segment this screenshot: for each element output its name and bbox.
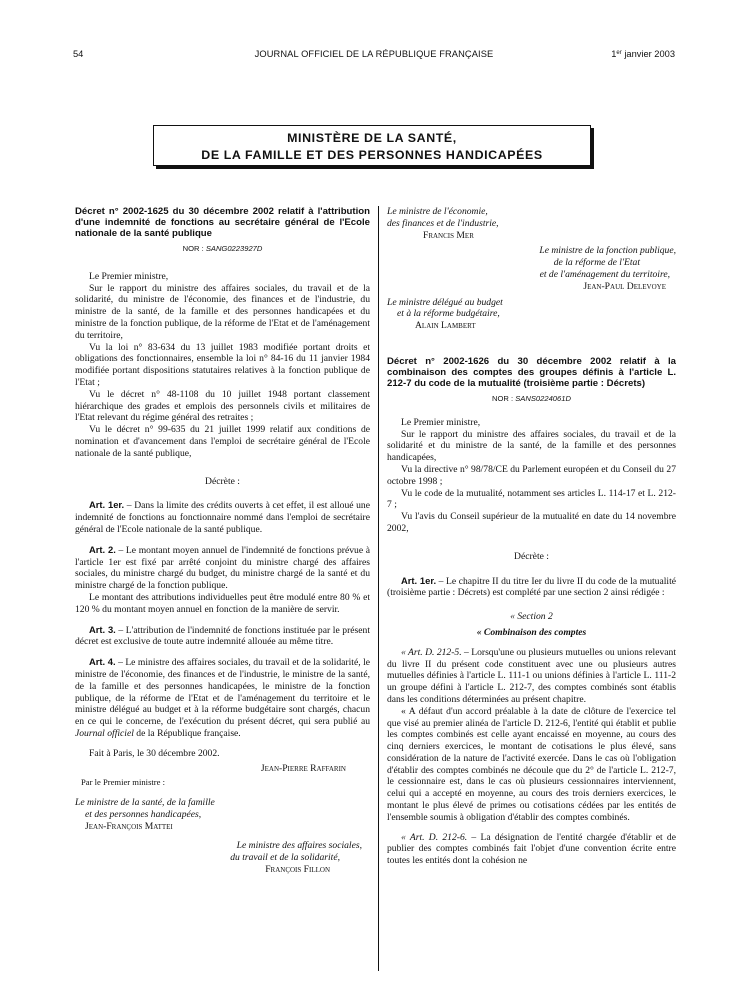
article-2: Art. 2. – Le montant moyen annuel de l'indemnité de fonctions prévue à l'article 1er est fixé par arrêté conjoint du ministre chargé des affaires sociales, du ministre chargé du budget, du ministre chargé de la santé et du ministre chargé de la fonction publique. bbox=[75, 543, 370, 592]
decree-title-1625: Décret n° 2002-1625 du 30 décembre 2002 relatif à l'attribution d'une indemnité de fonctions au secrétaire général de l'Ecole nationale de la santé publique bbox=[75, 206, 370, 239]
ministry-title-line2: DE LA FAMILLE ET DES PERSONNES HANDICAPÉES bbox=[201, 148, 543, 162]
article-1: Art. 1er. – Dans la limite des crédits ouverts à cet effet, il est alloué une indemnité de fonctions au fonctionnaire nommé dans l'emploi de secrétaire général de l'Ecole nationale de la santé publique. bbox=[75, 499, 370, 535]
minister-fp-line3: et de l'aménagement du territoire, bbox=[539, 268, 670, 280]
visa-conseil-superieur: Vu l'avis du Conseil supérieur de la mutualité en date du 14 novembre 2002, bbox=[387, 511, 676, 534]
decrete-label: Décrète : bbox=[205, 475, 240, 487]
right-column bbox=[387, 206, 676, 867]
article-3: Art. 3. – L'attribution de l'indemnité de fonctions instituée par le présent décret est exclusive de toute autre indemnité allouée au même titre. bbox=[75, 623, 370, 648]
ministry-title-box bbox=[153, 125, 591, 166]
page-number: 54 bbox=[73, 49, 84, 59]
signature-mer: Francis Mer bbox=[423, 229, 474, 241]
visa-loi-83-634: Vu la loi n° 83-634 du 13 juillet 1983 modifiée portant droits et obligations des fonctionnaires, ensemble la loi n° 84-16 du 11 janvier 1984 modifiée portant dispositions statutaires relatives à la fonction publique de l'Etat ; bbox=[75, 341, 370, 388]
place-date: Fait à Paris, le 30 décembre 2002. bbox=[89, 747, 220, 759]
article-1: Art. 1er. – Le chapitre II du titre Ier du livre II du code de la mutualité (troisième partie : Décrets) est complété par une section 2 ainsi rédigée : bbox=[387, 574, 676, 599]
signature-delevoye: Jean-Paul Delevoye bbox=[583, 280, 666, 292]
signature-mattei: Jean-François Mattei bbox=[85, 820, 173, 832]
article-d-212-5: « Art. D. 212-5. – Lorsqu'une ou plusieurs mutuelles ou unions relevant du livre II du présent code constituent avec une ou plusieurs autres mutuelles définies à l'article L. 111-1 ou unions définies à l'article L. 111-2 un groupe défini à l'article L. 212-7, des comptes combinés sont établis dans les conditions déterminées au présent chapitre. bbox=[387, 646, 676, 705]
article-4: Art. 4. – Le ministre des affaires sociales, du travail et de la solidarité, le ministre de l'économie, des finances et de l'industrie, le ministre de la santé, de la famille et des personnes handicapées, le ministre de la fonction publique, de la réforme de l'Etat et de l'aménagement du territoire et le ministre délégué au budget et à la réforme budgétaire sont chargés, chacun en ce qui le concerne, de l'exécution du présent décret, qui sera publié au Journal officiel de la République française. bbox=[75, 656, 370, 739]
section-title: « Combinaison des comptes bbox=[476, 626, 587, 638]
nor-reference: NOR : SANG0223927D bbox=[182, 244, 263, 253]
section-heading: « Section 2 bbox=[510, 611, 553, 623]
ministry-title-line1: MINISTÈRE DE LA SANTÉ, bbox=[287, 131, 457, 145]
minister-fp-line1: Le ministre de la fonction publique, bbox=[539, 245, 676, 257]
left-column bbox=[75, 206, 370, 876]
signature-lambert: Alain Lambert bbox=[415, 320, 476, 332]
article-2-para-2: Le montant des attributions individuelles peut être modulé entre 80 % et 120 % du montant moyen annuel en fonction de la manière de servir. bbox=[75, 591, 370, 615]
visa-decret-48-1108: Vu le décret n° 48-1108 du 10 juillet 1948 portant classement hiérarchique des grades et emplois des personnels civils et militaires de l'Etat relevant du régime général des retraites ; bbox=[75, 388, 370, 424]
minister-eco-line2: des finances et de l'industrie, bbox=[387, 217, 499, 229]
visa-code-mutualite: Vu le code de la mutualité, notamment ses articles L. 114-17 et L. 212-7 ; bbox=[387, 487, 676, 511]
minister-eco-line1: Le ministre de l'économie, bbox=[387, 206, 488, 217]
preamble-pm: Le Premier ministre, bbox=[401, 416, 481, 428]
signature-fillon: François Fillon bbox=[265, 864, 330, 876]
signature-raffarin: Jean-Pierre Raffarin bbox=[260, 763, 346, 775]
par-le-premier-ministre: Par le Premier ministre : bbox=[81, 777, 166, 788]
page-header bbox=[73, 49, 675, 63]
visa-decret-99-635: Vu le décret n° 99-635 du 21 juillet 1999 relatif aux conditions de nomination et d'avancement dans l'emploi de secrétaire général de l'Ecole nationale de la santé publique, bbox=[75, 424, 370, 459]
minister-fp-line2: de la réforme de l'Etat bbox=[553, 257, 640, 269]
minister-budget-line2: et à la réforme budgétaire, bbox=[397, 308, 500, 320]
preamble-rapport: Sur le rapport du ministre des affaires sociales, du travail et de la solidarité, du ministre de l'économie, des finances et de l'industrie, du ministre de la santé, de la famille et des personnes handicapées et du ministre de la fonction publique, de la réforme de l'Etat et de l'aménagement du territoire, bbox=[75, 282, 370, 341]
minister-sante-line1: Le ministre de la santé, de la famille bbox=[75, 797, 215, 809]
article-d-212-6: « Art. D. 212-6. – La désignation de l'entité chargée d'établir et de publier des comptes combinés fait l'objet d'une convention écrite entre toutes les entités dont la cohésion ne bbox=[387, 831, 676, 867]
issue-date: 1er janvier 2003 bbox=[611, 49, 675, 59]
visa-directive-98-78: Vu la directive n° 98/78/CE du Parlement européen et du Conseil du 27 octobre 1998 ; bbox=[387, 463, 676, 487]
decrete-label: Décrète : bbox=[514, 550, 549, 562]
nor-reference: NOR : SANS0224061D bbox=[492, 393, 571, 403]
minister-affaires-line1: Le ministre des affaires sociales, bbox=[236, 840, 362, 852]
article-d-212-5-para-2: « A défaut d'un accord préalable à la date de clôture de l'exercice tel que visé au premier alinéa de l'article D. 212-6, l'entité qui établit et publie les comptes combinés est celle ayant encaissé en moyenne, au cours des cinq derniers exercices, le montant de cotisations le plus élevé, sans considération de la nature de l'activité exercée. Dans le cas où l'obligation d'établir des comptes combinés ne découle que du 2° de l'article L. 212-7, le cessionnaire est, dans le cas où plusieurs cessionnaires interviennent, celui qui a accepté en moyenne, au cours des trois derniers exercices, le montant le plus élevé de primes ou cotisations cédées par les entités de l'ensemble soumis à obligation d'établir des comptes combinés. bbox=[387, 705, 676, 823]
minister-budget-line1: Le ministre délégué au budget bbox=[387, 296, 503, 308]
decree-title-1626: Décret n° 2002-1626 du 30 décembre 2002 relatif à la combinaison des comptes des groupes définis à l'article L. 212-7 du code de la mutualité (troisième partie : Décrets) bbox=[387, 355, 676, 389]
minister-sante-line2: et des personnes handicapées, bbox=[85, 808, 202, 820]
column-divider bbox=[378, 206, 379, 971]
preamble-pm: Le Premier ministre, bbox=[89, 270, 169, 282]
journal-title: JOURNAL OFFICIEL DE LA RÉPUBLIQUE FRANÇAISE bbox=[254, 49, 494, 59]
minister-affaires-line2: du travail et de la solidarité, bbox=[230, 852, 340, 864]
preamble-rapport: Sur le rapport du ministre des affaires sociales, du travail et de la solidarité et du ministre de la santé, de la famille et des personnes handicapées, bbox=[387, 428, 676, 464]
